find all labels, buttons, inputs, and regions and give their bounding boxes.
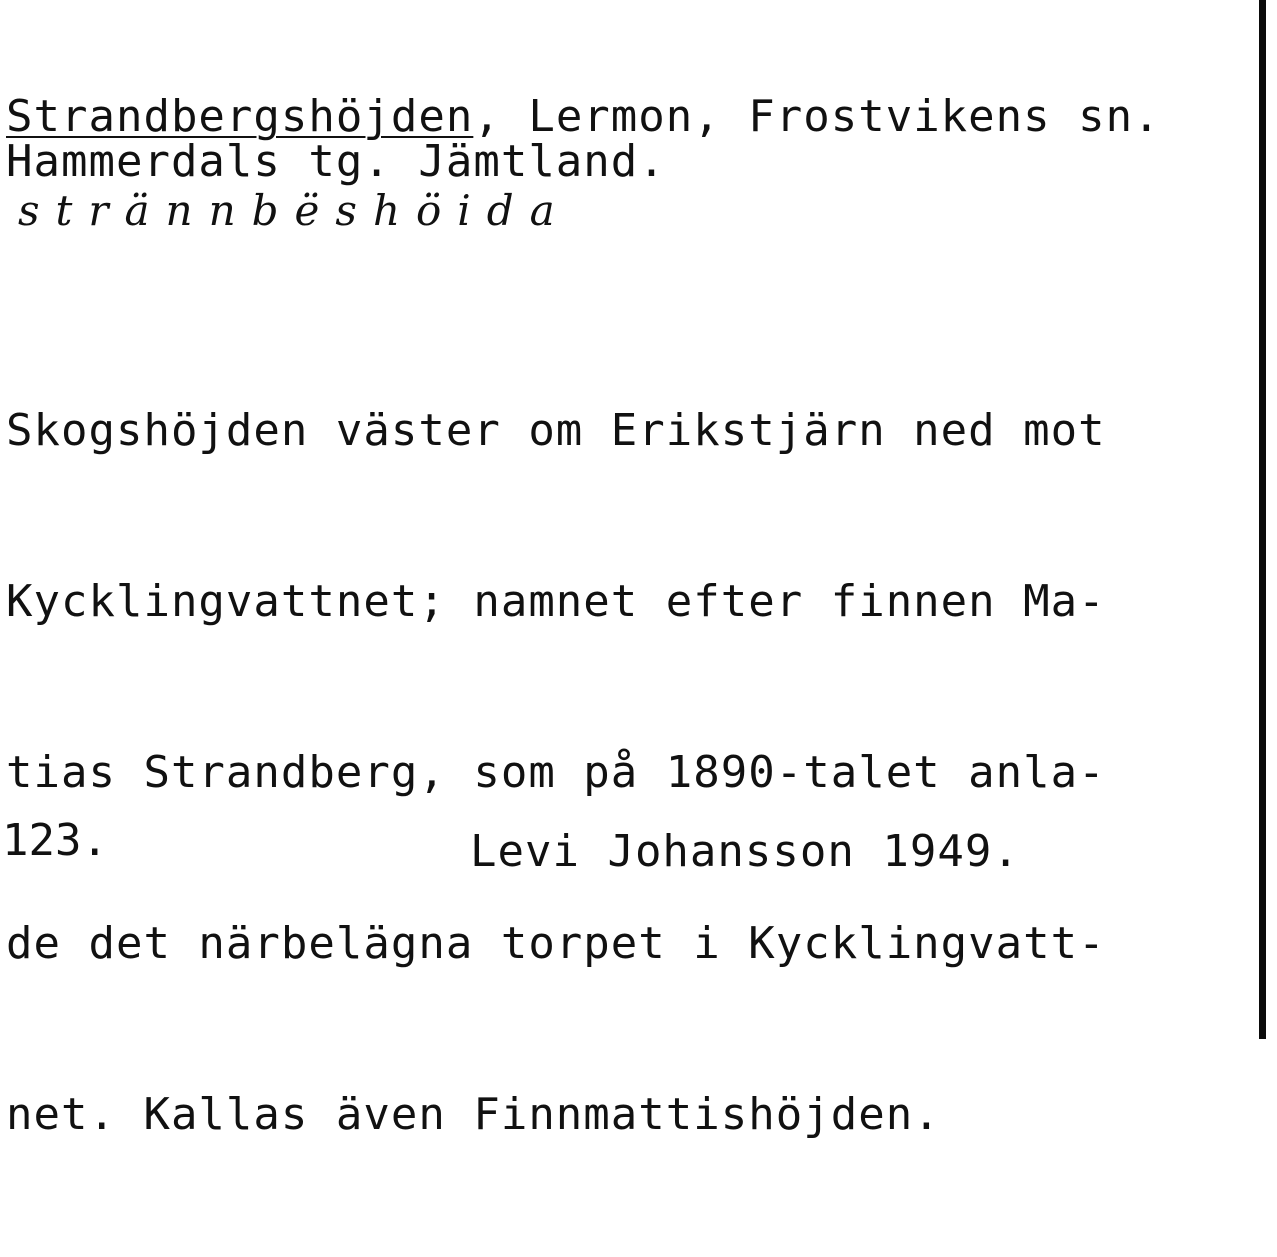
- description-line: Kycklingvattnet; namnet efter finnen Ma-: [6, 576, 1106, 627]
- place-name: Strandbergshöjden: [6, 91, 474, 142]
- description-line: Skogshöjden väster om Erikstjärn ned mot: [6, 405, 1106, 456]
- card-edge: [1259, 0, 1266, 1039]
- place-name-line: [6, 91, 1161, 142]
- description: [6, 288, 1106, 1257]
- phonetic-transcription: strännbëshöida: [18, 186, 571, 235]
- description-line: de det närbelägna torpet i Kycklingvatt-: [6, 918, 1106, 969]
- card-number: 123.: [2, 815, 108, 866]
- place-location: , Lermon, Frostvikens sn.: [473, 91, 1161, 142]
- author-signature: Levi Johansson 1949.: [470, 826, 1020, 877]
- description-line: net. Kallas även Finnmattishöjden.: [6, 1089, 941, 1140]
- administrative-area: Hammerdals tg. Jämtland.: [6, 136, 666, 187]
- description-line: tias Strandberg, som på 1890-talet anla-: [6, 747, 1106, 798]
